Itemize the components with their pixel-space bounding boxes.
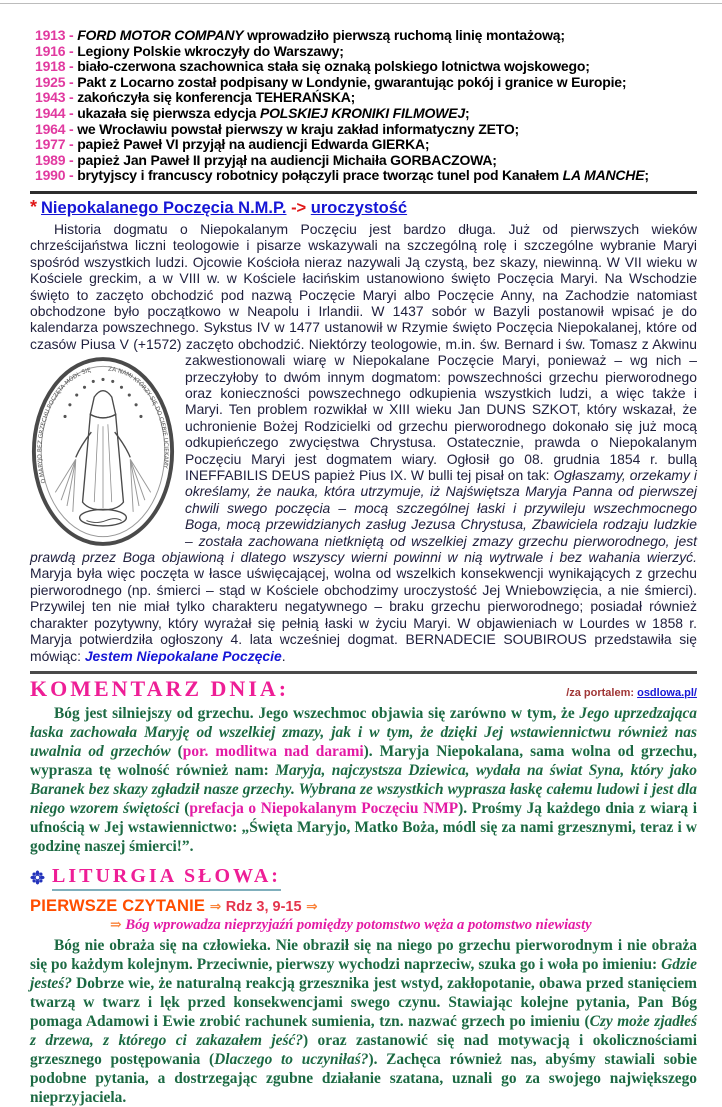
arrow-icon-right: ⇒ [305,897,318,914]
timeline-row [35,75,697,91]
year-label: 1989 - [35,151,74,168]
year-label: 1944 - [35,104,74,121]
comment-header [30,676,697,702]
asterisk-icon: * [30,196,38,217]
year-label: 1964 - [35,120,74,137]
timeline-row [35,44,697,60]
arrow-icon-left: ⇒ [209,897,222,914]
reading-reference: Rdz 3, 9-15 [225,898,302,915]
comment-section-title: KOMENTARZ DNIA: [30,675,290,701]
timeline-row [35,137,697,153]
comment-paragraph: Bóg jest silniejszy od grzechu. Jego wszechmoc objawia się zarówno w tym, że Jego uprzedzająca łaska zachowała Maryję od wszelkiej zmazy, jak i w tym, że dzięki Jej wstawiennictwu również nas uwalnia od grzechów (por. modlitwa nad darami). Maryja Niepokalana, sama wolna od grzechu, wyprasza tę wolność również nam: Maryja, najczystsza Dziewica, wydała na świat Syna, który jako Baranek bez skazy zgładził nasze grzechy. Wybrana ze wszystkich wyprasza łaskę całemu ludowi i jest dla niego wzorem świętości (prefacja o Niepokalanym Poczęciu NMP). Prośmy Ją każdego dnia z wiarą i ufnością w Jej wstawiennictwo: „Święta Maryjo, Matko Boża, módl się za nami grzesznymi, teraz i w godzinę naszej śmierci!”. [30,704,698,855]
year-label: 1918 - [35,58,74,75]
flower-icon [30,870,45,885]
timeline-row [35,106,697,122]
first-reading-title: PIERWSZE CZYTANIE [30,896,206,915]
medal-inscription-right: ZA NAMI KTÓRZY SIĘ DO CIEBIE UCIEKAMY [107,366,169,469]
source-credit [566,687,697,699]
event-text: zakończyła się konferencja TEHERAŃSKA; [77,89,356,106]
year-label: 1916 - [35,42,74,59]
timeline-row [35,90,697,106]
calendar-page [0,4,722,1107]
mary-figure [76,391,131,526]
event-text: ukazała się pierwsza edycja POLSKIEJ KRONIKI FILMOWEJ; [77,104,470,121]
year-label: 1925 - [35,73,74,90]
source-link[interactable]: osdlowa.pl/ [637,686,697,699]
reading-theme-text: Bóg wprowadza nieprzyjaźń pomiędzy potomstwo węża a potomstwo niewiasty [125,916,592,933]
timeline-row [35,122,697,138]
bernadette-quote: Jestem Niepokalane Poczęcie [84,647,282,664]
event-text: papież Paweł VI przyjął na audiencji Edwarda GIERKA; [77,136,430,153]
svg-text:O MARYJO BEZ GRZECHU POCZĘTA M [37,368,92,484]
reading-commentary-paragraph: Bóg nie obraża się na człowieka. Nie obraził się na niego po grzechu pierworodnym i nie obraża się po każdym kolejnym. Przeciwnie, pierwszy wychodzi naprzeciw, szuka go i woła po imieniu: Gdzie jesteś? Dobrze wie, że naturalną reakcją grzesznika jest wstyd, zakłopotanie, obawa przed stanięciem twarzą w twarz i lęk przed konsekwencjami swego czynu. Stawiając kolejne pytania, Pan Bóg pomaga Adamowi i Ewie zrobić rachunek sumienia, tzn. nazwać grzech po imieniu (Czy może zjadłeś z drzewa, z którego ci zakazałem jeść?) oraz zastanowić się nad motywacją i okolicznościami grzesznego postępowania (Dlaczego to uczyniłaś?). Zachęca również nas, abyśmy stawiali sobie podobne pytania, a dostrzegając zgubne działanie szatana, uznali go za swojego największego nieprzyjaciela. [30,936,698,1106]
feast-rank-link[interactable]: uroczystość [310,198,408,217]
liturgy-heading [30,865,697,891]
source-credit-prefix: /za portalem: [566,686,638,699]
timeline-row [35,28,697,44]
arrow-icon-theme: ⇒ [110,917,122,933]
event-text: FORD MOTOR COMPANY wprowadziło pierwszą ruchomą linię montażową; [77,27,565,43]
event-text: Legiony Polskie wkroczyły do Warszawy; [77,42,344,59]
medal-inscription-left: O MARYJO BEZ GRZECHU POCZĘTA MÓDL SIĘ [37,367,92,484]
event-text: brytyjscy i francuscy robotnicy połączyli prace tworząc tunel pod Kanałem LA MANCHE; [77,167,649,184]
timeline-row [35,153,697,169]
year-label: 1913 - [35,27,74,43]
history-text-1: Historia dogmatu o Niepokalanym Poczęciu jest bardzo długa. Już od pierwszych wieków chrześcijaństwa liczni teologowie i pisarze wskazywali na szczególną rolę i szczególne wybranie Maryi spośród wszystkich ludzi. Ojcowie Kościoła nieraz nazywali Ją czystą, bez skazy, niewinną. W VII wieku w Kościele greckim, a w VIII w. w Kościele łacińskim ustanowiono święto Poczęcia Maryi. Na Wschodzie święto to zaczęto obchodzić pod nazwą Poczęcie Maryi albo Poczęcie Anny, na Zachodzie natomiast obchodzone było początkowo w Neapolu i Irlandii. W 1437 sobór w Bazyli postanowił wpisać je do kalendarza powszechnego. Sykstus IV w 1477 ustanowił w Rzymie święto Poczęcia Niepokalanej, które od czasów Piusa V (+1572) zaczęto obchodzić. Niektórzy teologowie, m.in. św. Bernard i św. Tomasz z Akwinu zakwestionowali wiarę w Niepokalane [30,220,697,369]
feast-history-paragraph [30,221,697,664]
year-label: 1977 - [35,136,74,153]
timeline-list [35,28,697,184]
history-text-2: Poczęcie Maryi, ponieważ – wg nich – przeczyłoby to dwóm innym dogmatom: powszechności grzechu pierworodnego oraz konieczności powszechnego odkupienia wszystkich ludzi, a więc także i Maryi. Ten problem rozwikłał w XIII wieku Jan DUNS SZKOT, który wskazał, że uchronienie Bożej Rodzicielki od grzechu pierworodnego dokonało się już mocą odkupieńczego zwycięstwa Chrystusa. Ostatecznie, prawda o Niepokalanym Poczęciu Maryi jest dogmatem wiary. Ogłosił go 08. grudnia 1854 r. bullą INEFFABILIS DEUS papież Pius IX. W bulli tej pisał on tak: [185,352,697,484]
history-text-3: Maryja była więc poczęta w łasce uświęcającej, wolna od wszelkich konsekwencji wynikających z grzechu pierworodnego (np. śmierci – stąd w Kościele obchodzimy uroczystość Jej Wniebowzięcia, a nie śmierci). Przywilej ten nie miał tylko charakteru negatywnego – braku grzechu pierworodnego; posiadał również charakter pozytywny, który wyrażał się pełnią łaski w życiu Maryi. W objawieniach w Lourdes w 1858 r. Maryja potwierdziła ogłoszony 4. lata wcześniej dogmat. BERNADECIE SOUBIROUS przedstawiła się mówiąc: [30,565,697,664]
event-text: papież Jan Paweł II przyjął na audiencji Michaiła GORBACZOWA; [77,151,497,168]
liturgy-section-title: LITURGIA SŁOWA: [52,865,281,891]
timeline-row [35,59,697,75]
feast-title-link[interactable]: Niepokalanego Poczęcia N.M.P. [41,198,287,217]
arrow-text: -> [291,198,307,217]
year-label: 1990 - [35,167,74,184]
feast-heading [30,197,697,218]
timeline-row [35,168,697,184]
bulla-quote: Ogłaszamy, orzekamy i określamy, że nauka, która utrzymuje, iż Najświętsza Maryja Panna od pierwszej chwili swego poczęcia – mocą szczególnej łaski i przywileju wszechmocnego Boga, mocą przewidzianych zasług Jezusa Chrystusa, Zbawiciela rodzaju ludzkie – została zachowana nietkniętą od wszelkiej zmazy grzechu pierworodnego, jest prawdą przez Boga objawioną i dlatego wszyscy wierni powinni w nią wytrwale i bez wahania wierzyć. [30,467,697,566]
event-text: we Wrocławiu powstał pierwszy w kraju zakład informatyczny ZETO; [77,120,520,137]
event-text: Pakt z Locarno został podpisany w Londynie, gwarantując pokój i granice w Europie; [77,73,627,90]
section-divider-middle [30,671,697,674]
year-label: 1943 - [35,89,74,106]
history-text-end: . [281,647,286,664]
event-text: biało-czerwona szachownica stała się oznaką polskiego lotnictwa wojskowego; [77,58,590,75]
reading-theme [110,917,697,934]
section-divider-top [30,191,697,194]
first-reading-heading [30,897,697,916]
miraculous-medal-image [30,356,176,547]
